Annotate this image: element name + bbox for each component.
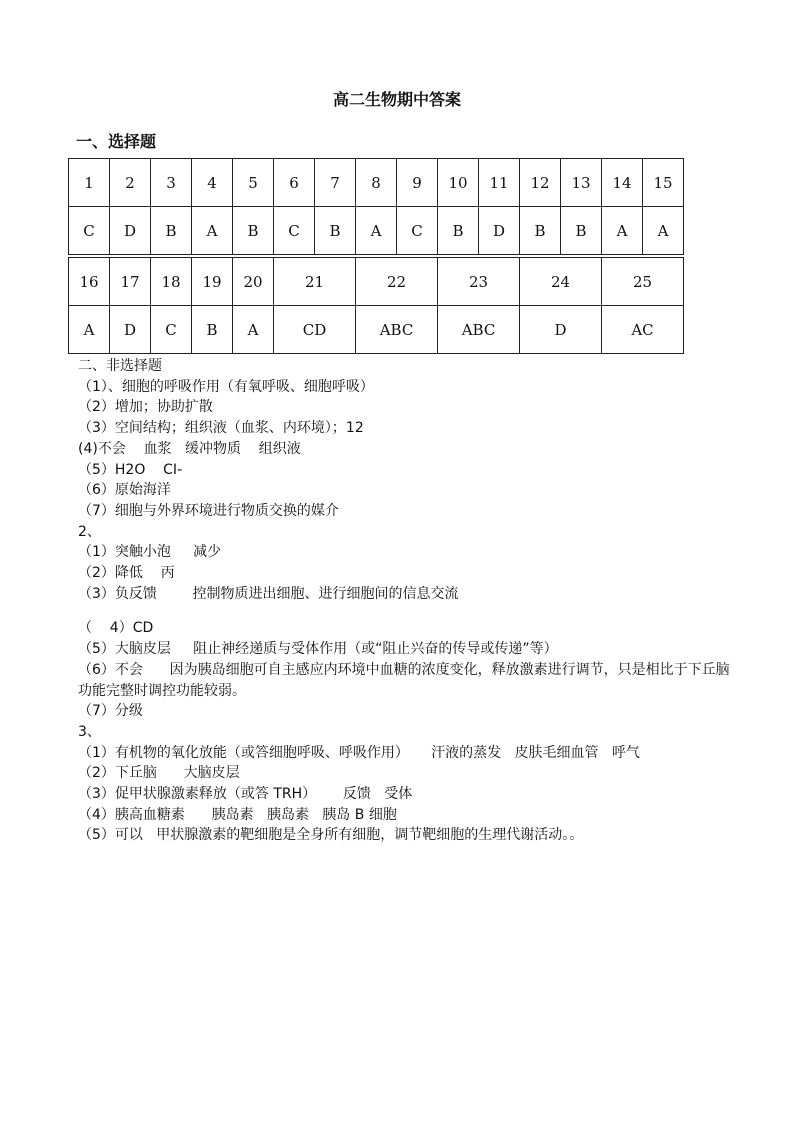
question-number: 8 <box>355 158 397 207</box>
question-number: 24 <box>519 257 602 306</box>
answer-cell: B <box>150 206 192 255</box>
question-number: 10 <box>437 158 479 207</box>
question-number: 19 <box>191 257 233 306</box>
answer-cell: D <box>109 206 151 255</box>
question-number: 4 <box>191 158 233 207</box>
question-number-row <box>68 158 683 206</box>
answer-cell: C <box>396 206 438 255</box>
answer-line: （ 4）CD <box>78 620 154 637</box>
answer-cell: B <box>437 206 479 255</box>
answer-cell: B <box>519 206 561 255</box>
answer-line: （6）不会 因为胰岛细胞可自主感应内环境中血糖的浓度变化，释放激素进行调节，只是相比于下丘脑功能完整时调控功能较弱。 <box>78 661 730 699</box>
section-heading-multiple-choice: 一、选择题 <box>76 132 157 151</box>
answer-line: (4)不会 血浆 缓冲物质 组织液 <box>78 440 301 457</box>
answer-cell: C <box>68 206 110 255</box>
answer-line: （5）可以 甲状腺激素的靶细胞是全身所有细胞，调节靶细胞的生理代谢活动。。 <box>78 827 584 844</box>
answer-cell: B <box>191 305 233 354</box>
answer-cell: ABC <box>437 305 520 354</box>
question-number: 5 <box>232 158 274 207</box>
answer-line: （3）促甲状腺激素释放（或答 TRH） 反馈 受体 <box>78 786 413 803</box>
answer-table-part2 <box>68 257 683 353</box>
page-title: 高二生物期中答案 <box>332 90 461 109</box>
answer-cell: A <box>355 206 397 255</box>
answer-line: （1）突触小泡 减少 <box>78 544 222 561</box>
question-number: 23 <box>437 257 520 306</box>
question-number: 9 <box>396 158 438 207</box>
answer-cell: CD <box>273 305 356 354</box>
question-label: 3、 <box>78 723 101 740</box>
question-number: 14 <box>601 158 643 207</box>
answer-line: （5）大脑皮层 阻止神经递质与受体作用（或“阻止兴奋的传导或传递”等） <box>78 641 558 658</box>
answer-line: （2）下丘脑 大脑皮层 <box>78 765 240 782</box>
answer-line: （7）分级 <box>78 703 143 720</box>
free-response-answers <box>78 356 738 846</box>
answer-line: （3）空间结构；组织液（血浆、内环境）；12 <box>78 420 364 437</box>
question-number: 3 <box>150 158 192 207</box>
question-number: 17 <box>109 257 151 306</box>
answer-cell: AC <box>601 305 684 354</box>
answer-line: （1）、细胞的呼吸作用（有氧呼吸、细胞呼吸） <box>78 378 374 395</box>
question-number: 22 <box>355 257 438 306</box>
answer-cell: A <box>68 305 110 354</box>
answer-cell: ABC <box>355 305 438 354</box>
answer-line: （2）降低 丙 <box>78 565 175 582</box>
answer-cell: A <box>191 206 233 255</box>
answer-cell: B <box>232 206 274 255</box>
question-number: 7 <box>314 158 356 207</box>
spacer <box>78 604 738 618</box>
question-number: 21 <box>273 257 356 306</box>
answer-line: （1）有机物的氧化放能（或答细胞呼吸、呼吸作用） 汗液的蒸发 皮肤毛细血管 呼气 <box>78 744 640 761</box>
answer-cell: A <box>642 206 684 255</box>
question-number: 16 <box>68 257 110 306</box>
answer-row <box>68 305 683 353</box>
question-number: 15 <box>642 158 684 207</box>
answer-cell: D <box>109 305 151 354</box>
section-heading-free-response: 二、非选择题 <box>78 358 162 374</box>
answer-line: （4）胰高血糖素 胰岛素 胰岛素 胰岛 B 细胞 <box>78 806 397 823</box>
answer-line: （7）细胞与外界环境进行物质交换的媒介 <box>78 502 339 519</box>
answer-row <box>68 206 683 254</box>
answer-cell: C <box>273 206 315 255</box>
answer-cell: C <box>150 305 192 354</box>
question-number: 6 <box>273 158 315 207</box>
answer-cell: D <box>519 305 602 354</box>
question-number: 2 <box>109 158 151 207</box>
question-number: 18 <box>150 257 192 306</box>
question-number: 12 <box>519 158 561 207</box>
answer-line: （2）增加；协助扩散 <box>78 399 213 416</box>
question-number: 11 <box>478 158 520 207</box>
answer-cell: A <box>232 305 274 354</box>
answer-cell: B <box>560 206 602 255</box>
question-label: 2、 <box>78 523 101 540</box>
answer-cell: A <box>601 206 643 255</box>
answer-table-part1 <box>68 158 683 254</box>
question-number: 13 <box>560 158 602 207</box>
question-number: 20 <box>232 257 274 306</box>
answer-cell: B <box>314 206 356 255</box>
question-number: 25 <box>601 257 684 306</box>
question-number: 1 <box>68 158 110 207</box>
answer-cell: D <box>478 206 520 255</box>
answer-line: （3）负反馈 控制物质进出细胞、进行细胞间的信息交流 <box>78 585 459 602</box>
question-number-row <box>68 257 683 305</box>
answer-line: （6）原始海洋 <box>78 482 171 499</box>
answer-line: （5）H2O CI- <box>78 461 183 478</box>
